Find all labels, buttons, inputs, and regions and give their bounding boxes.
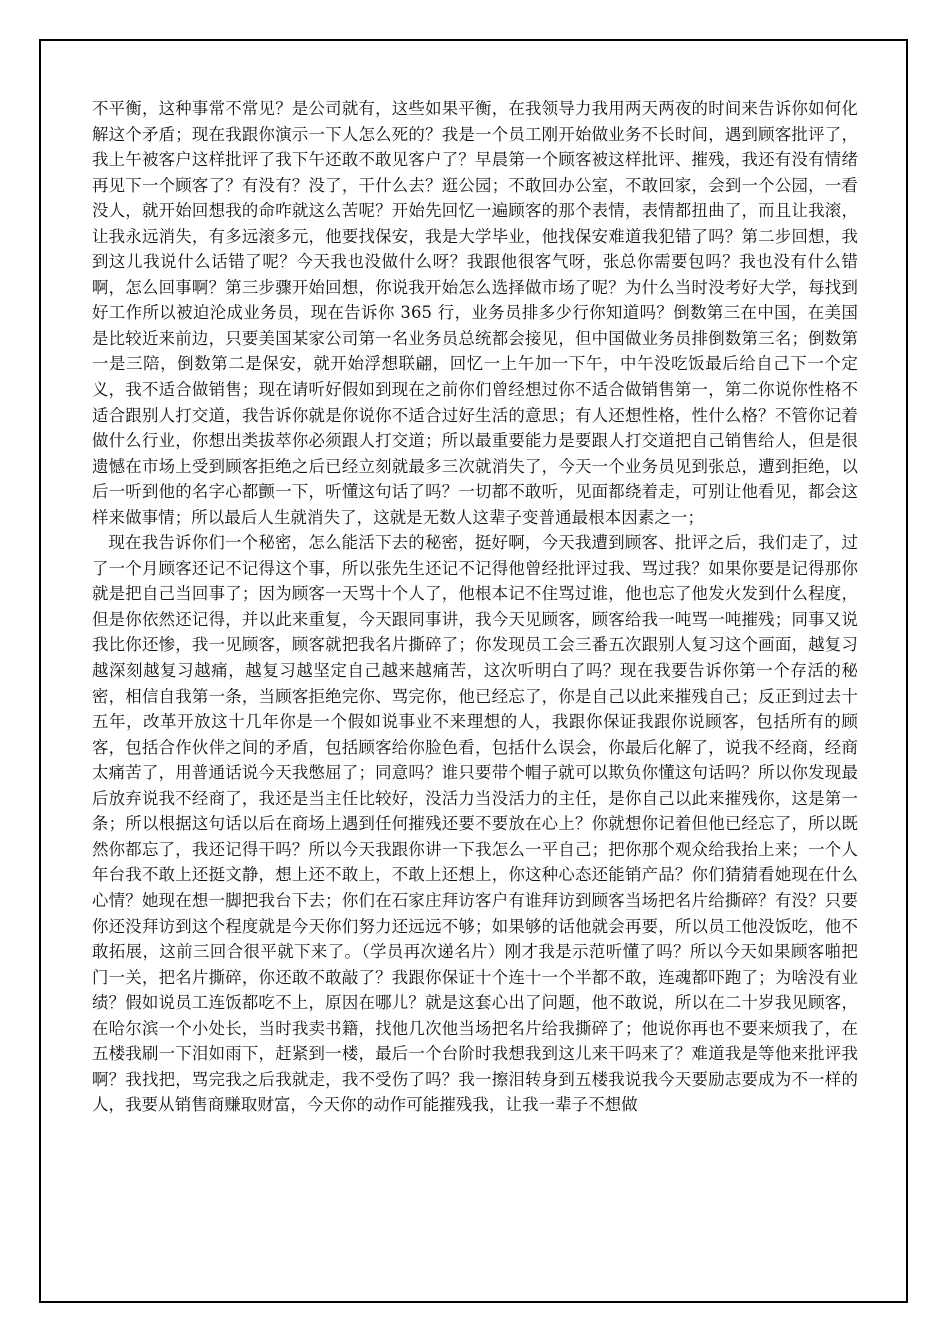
- document-body: [92, 96, 858, 1118]
- paragraph: 现在我告诉你们一个秘密，怎么能活下去的秘密，挺好啊，今天我遭到顾客、批评之后，我们走了，过了一个月顾客还记不记得这个事，所以张先生还记不记得他曾经批评过我、骂过我？如果你要是记得那你就是把自己当回事了；因为顾客一天骂十个人了，他根本记不住骂过谁，他也忘了他发火发到什么程度，但是你依然还记得，并以此来重复，今天跟同事讲，我今天见顾客，顾客给我一吨骂一吨摧残；同事又说我比你还惨，我一见顾客，顾客就把我名片撕碎了；你发现员工会三番五次跟别人复习这个画面，越复习越深刻越复习越痛，越复习越坚定自己越来越痛苦，这次听明白了吗？现在我要告诉你第一个存活的秘密，相信自我第一条，当顾客拒绝完你、骂完你，他已经忘了，你是自己以此来摧残自己；反正到过去十五年，改革开放这十几年你是一个假如说事业不来理想的人，我跟你保证我跟你说顾客，包括所有的顾客，包括合作伙伴之间的矛盾，包括顾客给你脸色看，包括什么误会，你最后化解了，说我不经商，经商太痛苦了，用普通话说今天我憋屈了；同意吗？谁只要带个帽子就可以欺负你懂这句话吗？所以你发现最后放弃说我不经商了，我还是当主任比较好，没活力当没活力的主任，是你自己以此来摧残你，这是第一条；所以根据这句话以后在商场上遇到任何摧残还要不要放在心上？你就想你记着但他已经忘了，所以既然你都忘了，我还记得干吗？所以今天我跟你讲一下我怎么一平自己；把你那个观众给我抬上来；一个人年台我不敢上还挺文静，想上还不敢上，不敢上还想上，你这种心态还能销产品？你们猜猜看她现在什么心情？她现在想一脚把我台下去；你们在石家庄拜访客户有谁拜访到顾客当场把名片给撕碎？有没？只要你还没拜访到这个程度就是今天你们努力还远远不够；如果够的话他就会再要，所以员工他没饭吃，他不敢拓展，这前三回合很平就下来了。（学员再次递名片）刚才我是示范听懂了吗？所以今天如果顾客啪把门一关，把名片撕碎，你还敢不敢敲了？我跟你保证十个连十一个半都不敢，连魂都吓跑了；为啥没有业绩？假如说员工连饭都吃不上，原因在哪儿？就是这套心出了问题，他不敢说，所以在二十岁我见顾客，在哈尔滨一个小处长，当时我卖书籍，找他几次他当场把名片给我撕碎了；他说你再也不要来烦我了，在五楼我刷一下泪如雨下，赶紧到一楼，最后一个台阶时我想我到这儿来干吗来了？难道我是等他来批评我啊？我找把，骂完我之后我就走，我不受伤了吗？我一擦泪转身到五楼我说我今天要励志要成为不一样的人，我要从销售商赚取财富，今天你的动作可能摧残我，让我一辈子不想做: [92, 533, 858, 1115]
- paragraph: 不平衡，这种事常不常见？是公司就有，这些如果平衡，在我领导力我用两天两夜的时间来告诉你如何化解这个矛盾；现在我跟你演示一下人怎么死的？我是一个员工刚开始做业务不长时间，遇到顾客批评了，我上午被客户这样批评了我下午还敢不敢见客户了？早晨第一个顾客被这样批评、摧残，我还有没有情绪再见下一个顾客了？有没有？没了，干什么去？逛公园；不敢回办公室，不敢回家，会到一个公园，一看没人，就开始回想我的命咋就这么苦呢？开始先回忆一遍顾客的那个表情，表情都扭曲了，而且让我滚，让我永远消失，有多远滚多元，他要找保安，我是大学毕业，他找保安难道我犯错了吗？第二步回想，我到这儿我说什么话错了呢？今天我也没做什么呀？我跟他很客气呀，张总你需要包吗？我也没有什么错啊，怎么回事啊？第三步骤开始回想，你说我开始怎么选择做市场了呢？为什么当时没考好大学，每找到好工作所以被迫沦成业务员，现在告诉你 365 行，业务员排多少行你知道吗？倒数第三在中国，在美国是比较近来前边，只要美国某家公司第一名业务员总统都会接见，但中国做业务员排倒数第三名；倒数第一是三陪，倒数第二是保安，就开始浮想联翩，回忆一上午加一下午，中午没吃饭最后给自己下一个定义，我不适合做销售；现在请听好假如到现在之前你们曾经想过你不适合做销售第一，第二你说你性格不适合跟别人打交道，我告诉你就是你说你不适合过好生活的意思；有人还想性格，性什么格？不管你记着做什么行业，你想出类拔萃你必须跟人打交道；所以最重要能力是要跟人打交道把自己销售给人，但是很遗憾在市场上受到顾客拒绝之后已经立刻就最多三次就消失了，今天一个业务员见到张总，遭到拒绝，以后一听到他的名字心都颤一下，听懂这句话了吗？一切都不敢听，见面都绕着走，可别让他看见，都会这样来做事情；所以最后人生就消失了，这就是无数人这辈子变普通最根本因素之一；: [92, 99, 858, 527]
